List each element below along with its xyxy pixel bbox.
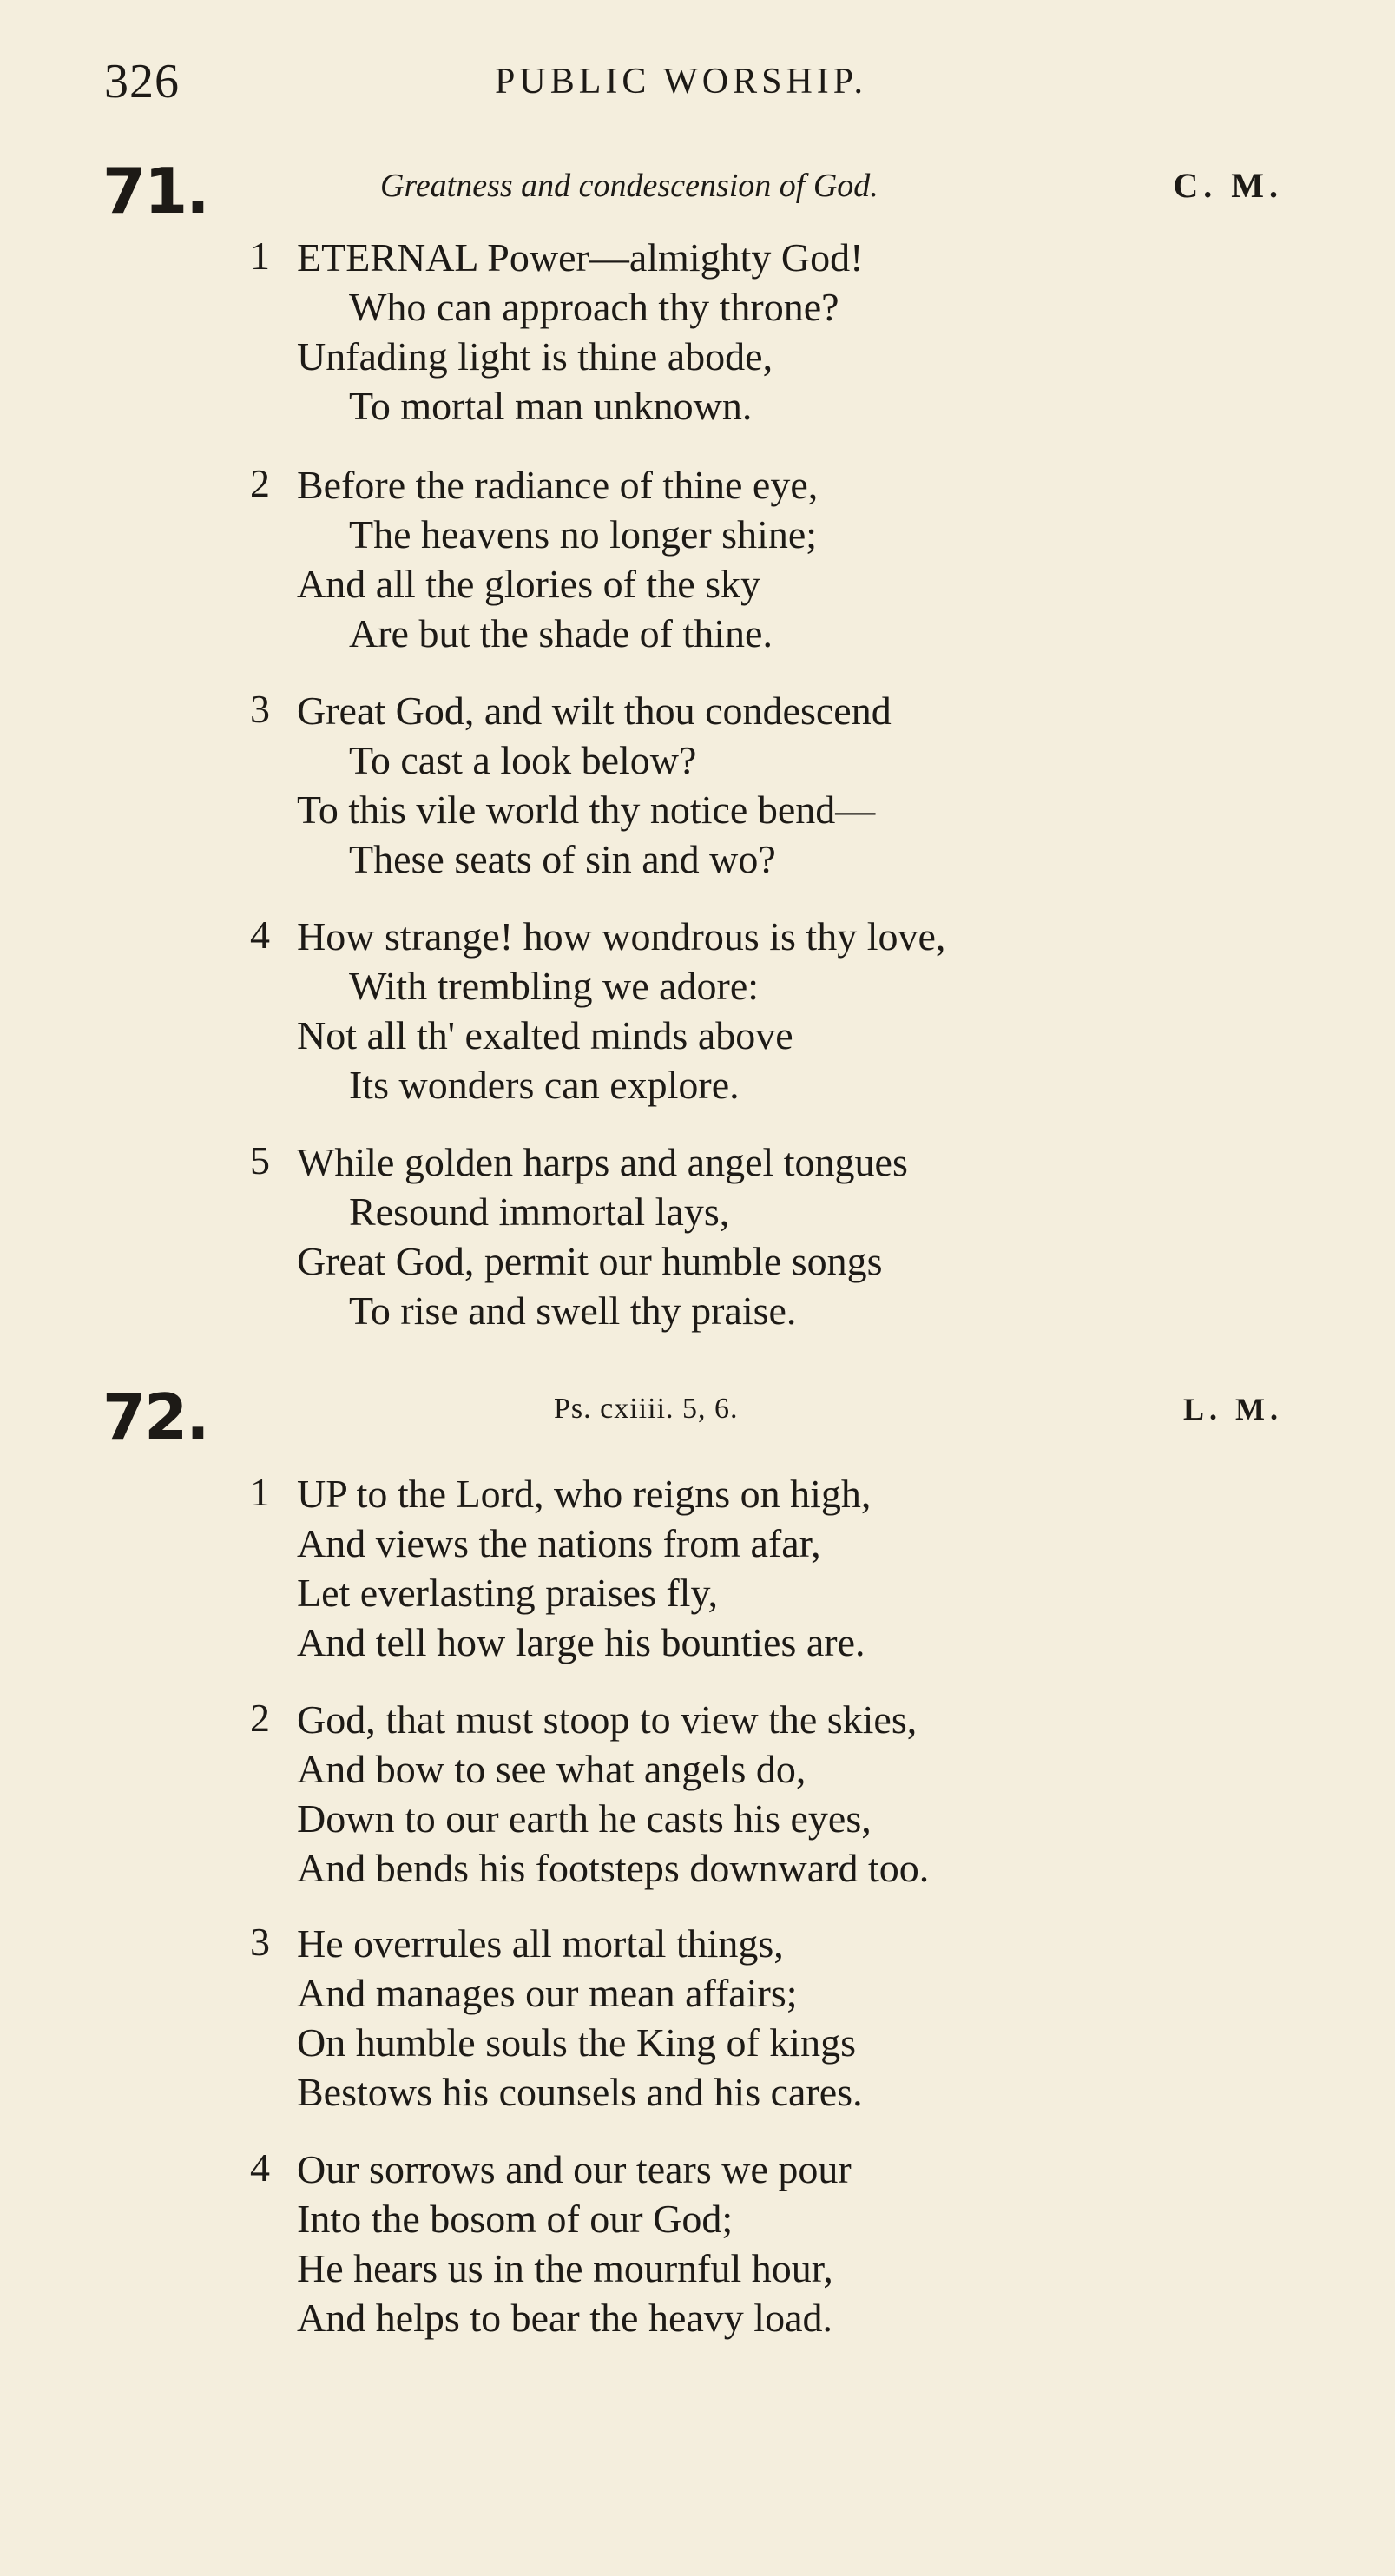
hymn-71-stanza-4 [252,912,1276,1110]
hymn-72-stanza-2 [252,1695,1276,1893]
verse-line: How strange! how wondrous is thy love, [297,914,946,959]
verse-line: UP to the Lord, who reigns on high, [297,1472,872,1516]
verse-line: While golden harps and angel tongues [297,1140,908,1184]
hymn-meter: C. M. [1173,166,1283,205]
verse-line: Great God, permit our humble songs [297,1239,883,1283]
hymn-number: 71. [102,155,208,227]
stanza-number: 1 [250,1470,270,1514]
stanza-number: 3 [250,687,270,731]
verse-line: He hears us in the mournful hour, [297,2246,833,2290]
verse-line: Down to our earth he casts his eyes, [297,1796,872,1841]
hymn-71-stanza-5 [252,1137,1276,1335]
verse-line: Great God, and wilt thou condescend [297,688,892,733]
stanza-number: 2 [250,461,270,505]
verse-line: And views the nations from afar, [297,1521,821,1565]
hymn-meter: L. M. [1183,1392,1283,1426]
verse-line: And tell how large his bounties are. [297,1620,865,1664]
hymn-71-header [102,155,1283,227]
verse-line: Bestows his counsels and his cares. [297,2070,863,2114]
verse-line: Our sorrows and our tears we pour [297,2147,852,2191]
verse-line: And bow to see what angels do, [297,1747,806,1791]
hymn-72-stanza-3 [252,1919,1276,2117]
verse-line: To mortal man unknown. [349,384,753,428]
verse-line: And all the glories of the sky [297,562,761,606]
stanza-number: 4 [250,912,270,957]
verse-line: And bends his footsteps downward too. [297,1846,930,1890]
running-title: PUBLIC WORSHIP. [495,62,867,102]
stanza-number: 1 [250,234,270,278]
verse-line: To rise and swell thy praise. [349,1288,797,1333]
verse-line: With trembling we adore: [349,964,760,1008]
stanza-number: 2 [250,1696,270,1740]
hymn-72-header [102,1380,1283,1453]
verse-line: God, that must stoop to view the skies, [297,1697,918,1742]
stanza-number: 3 [250,1920,270,1964]
verse-line: Resound immortal lays, [349,1189,730,1234]
verse-line: ETERNAL Power—almighty God! [297,235,864,280]
verse-line: Let everlasting praises fly, [297,1571,718,1615]
verse-line: Before the radiance of thine eye, [297,463,819,507]
verse-line: These seats of sin and wo? [349,837,776,881]
hymn-number: 72. [102,1380,208,1453]
stanza-number: 4 [250,2145,270,2190]
verse-line: And helps to bear the heavy load. [297,2296,832,2340]
verse-line: Are but the shade of thine. [349,611,773,656]
verse-line: He overrules all mortal things, [297,1921,784,1966]
stanza-number: 5 [250,1138,270,1183]
hymn-72-stanza-4 [252,2144,1276,2342]
verse-line: Into the bosom of our God; [297,2197,734,2241]
verse-line: The heavens no longer shine; [349,512,818,557]
verse-line: Unfading light is thine abode, [297,334,773,379]
hymn-72-stanza-1 [252,1469,1276,1667]
hymn-71-stanza-3 [252,686,1276,884]
hymn-subject: Ps. cxiiii. 5, 6. [554,1393,739,1425]
verse-line: Its wonders can explore. [349,1063,740,1107]
verse-line: To this vile world thy notice bend— [297,787,876,832]
verse-line: Who can approach thy throne? [349,285,839,329]
running-head [104,54,1291,109]
page-number: 326 [104,55,180,109]
hymn-71-stanza-1 [252,233,1276,431]
verse-line: To cast a look below? [349,738,697,782]
hymn-subject: Greatness and condescension of God. [380,168,878,204]
verse-line: And manages our mean affairs; [297,1971,798,2015]
hymn-71-stanza-2 [252,460,1276,658]
verse-line: On humble souls the King of kings [297,2020,856,2065]
verse-line: Not all th' exalted minds above [297,1013,793,1057]
